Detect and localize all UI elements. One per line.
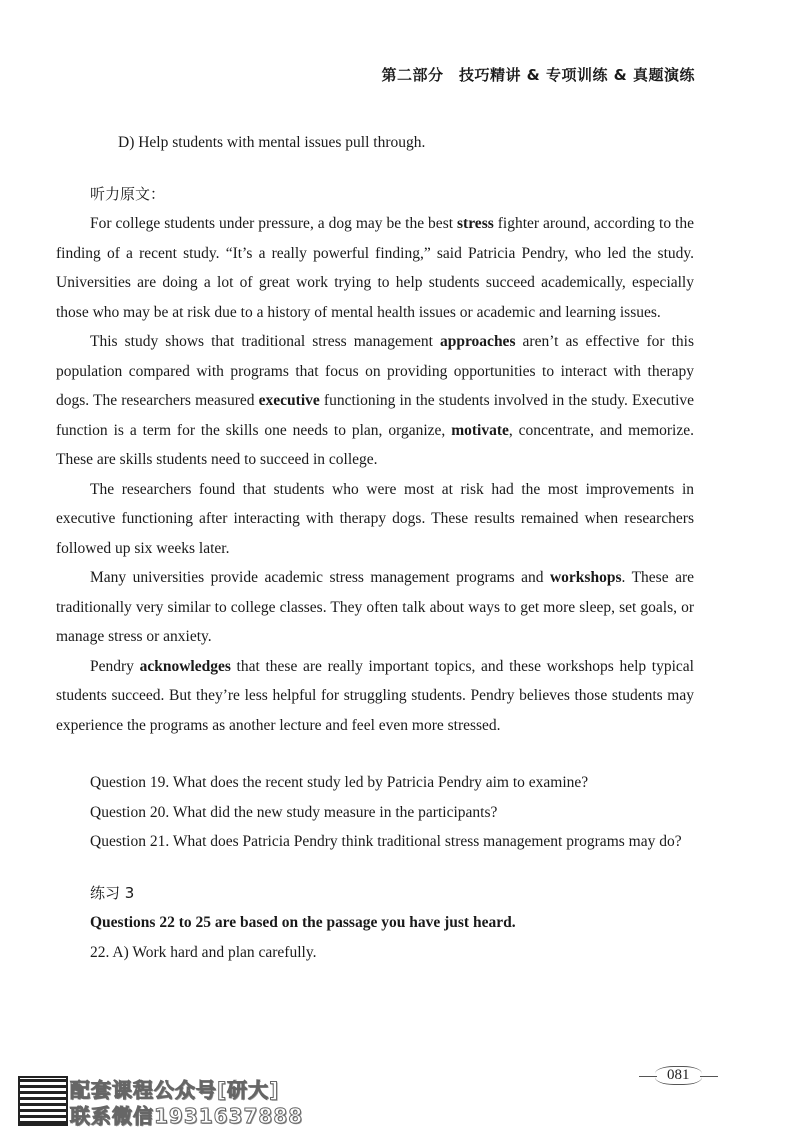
paragraph-2: This study shows that traditional stress management approaches aren’t as effective for this population compared with programs that focus on providing opportunities to interact with therapy dogs. The researchers measured executive functioning in the students involved in the study. Executive function is a term for the skills one needs to plan, organize, motivate, concentrate, and memorize. These are skills students need to succeed in college. [56, 333, 695, 468]
question-21: Question 21. What does Patricia Pendry think traditional stress management programs may do? [90, 833, 682, 850]
question-19: Question 19. What does the recent study led by Patricia Pendry aim to examine? [90, 774, 589, 791]
exercise-label: 练习 3 [90, 883, 135, 902]
watermark-line-1: 配套课程公众号[研大] [70, 1078, 280, 1102]
exercise-instruction: Questions 22 to 25 are based on the passage you have just heard. [90, 914, 516, 931]
option-d: D) Help students with mental issues pull through. [118, 134, 426, 151]
page-header: 第二部分 技巧精讲 & 专项训练 & 真题演练 [381, 66, 695, 84]
page-number: 081 [655, 1066, 702, 1085]
keyword-acknowledges: acknowledges [139, 657, 231, 675]
option-22a: 22. A) Work hard and plan carefully. [90, 943, 317, 961]
transcript-label: 听力原文： [90, 184, 166, 203]
paragraph-1: For college students under pressure, a dog may be the best stress fighter around, according to the finding of a recent study. “It’s a really powerful finding,” said Patricia Pendry, who led the study. Universities are doing a lot of great work trying to help students succeed academically, especially those who may be at risk due to a history of mental health issues or academic and learning issues. [56, 215, 694, 321]
keyword-workshops: workshops [549, 569, 622, 586]
paragraph-5: Pendry acknowledges that these are really important topics, and these workshops help typical students succeed. But they’re less helpful for struggling students. Pendry believes those students may experience the programs as another lecture and feel even more stressed. [56, 657, 694, 734]
keyword-stress: stress [457, 215, 494, 232]
keyword-executive: executive [258, 392, 320, 409]
watermark-line-2: 联系微信1931637888 [70, 1104, 304, 1128]
paragraph-4: Many universities provide academic stress management programs and workshops. These are traditionally very similar to college classes. They often talk about ways to get more sleep, set goals, or manage stress or anxiety. [56, 569, 694, 645]
page-content [56, 128, 694, 967]
qr-code-icon [18, 1076, 68, 1126]
question-20: Question 20. What did the new study measure in the participants? [90, 803, 498, 821]
paragraph-3: The researchers found that students who were most at risk had the most improvements in executive functioning after interacting with therapy dogs. These results remained when researchers followed up six weeks later. [56, 480, 694, 557]
watermark [18, 1076, 318, 1126]
keyword-motivate: motivate [451, 421, 509, 439]
keyword-approaches: approaches [439, 333, 516, 350]
